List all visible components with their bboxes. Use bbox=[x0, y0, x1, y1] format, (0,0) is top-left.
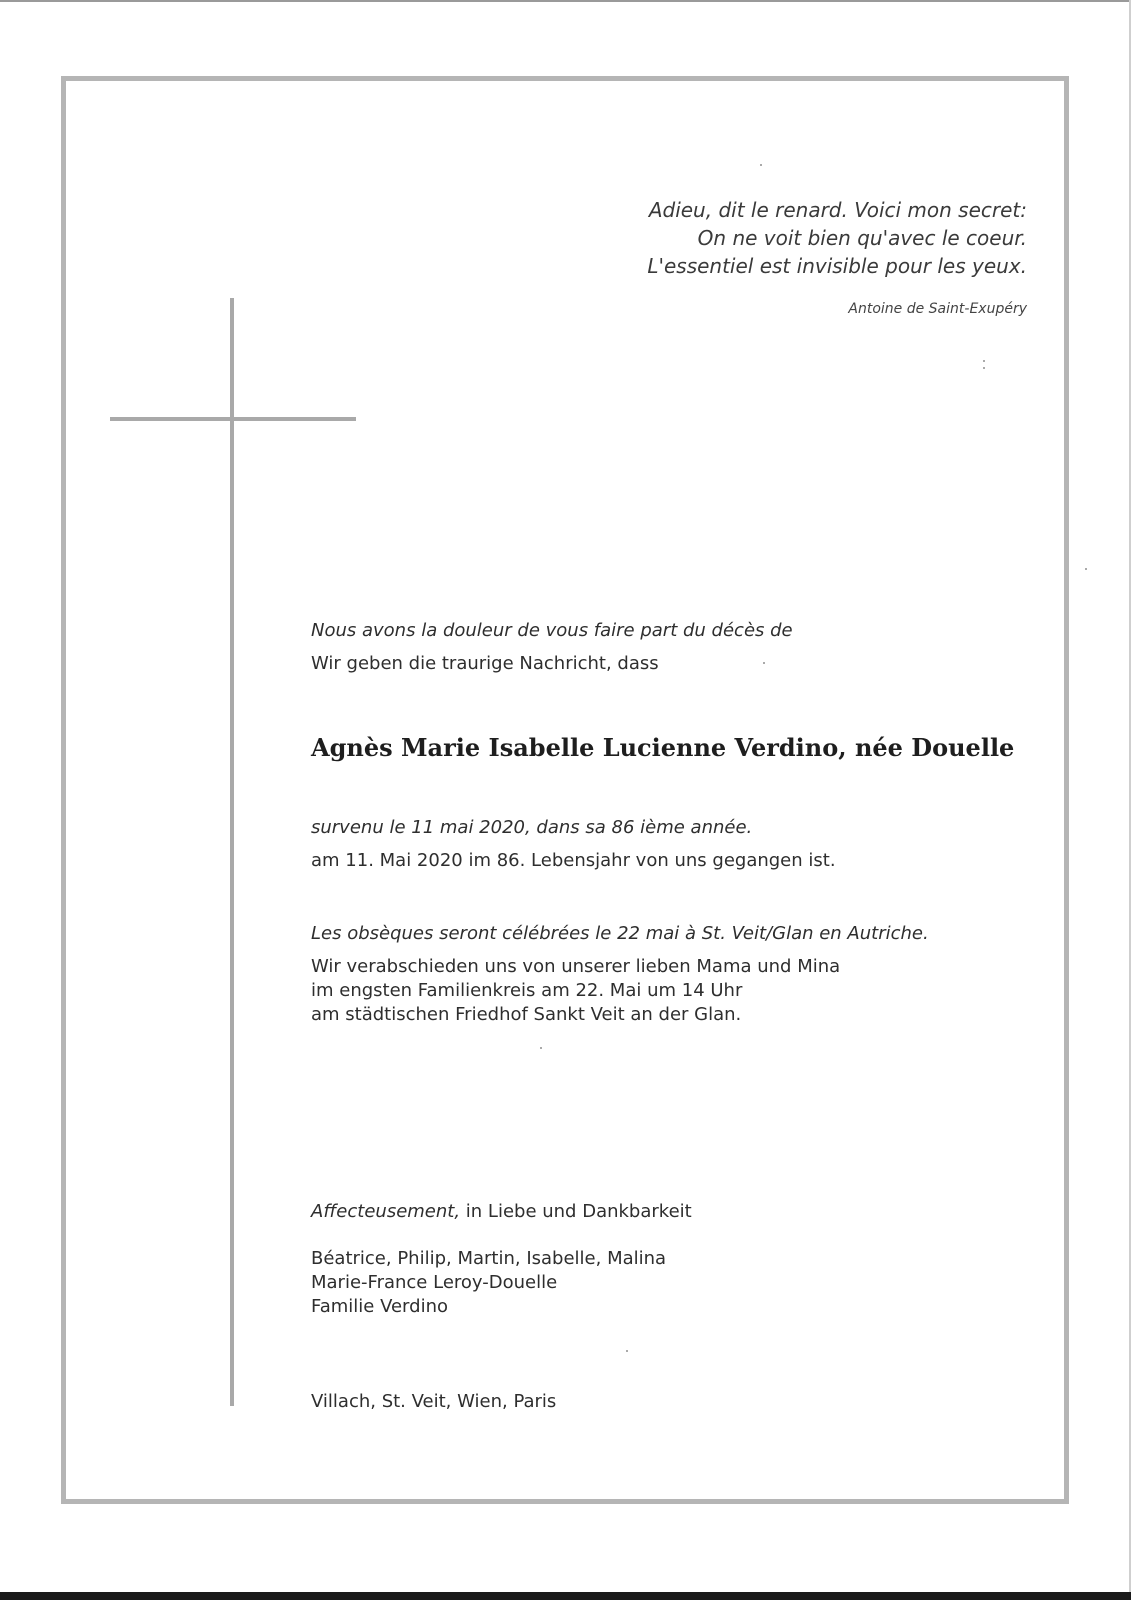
quote-line: Adieu, dit le renard. Voici mon secret: bbox=[648, 198, 1027, 222]
funeral-french: Les obsèques seront célébrées le 22 mai à St. Veit/Glan en Autriche. bbox=[311, 923, 929, 944]
family-member: Marie-France Leroy-Douelle bbox=[311, 1272, 558, 1293]
scan-bottom-edge bbox=[0, 1592, 1131, 1600]
intro-german: Wir geben die traurige Nachricht, dass bbox=[311, 653, 659, 674]
cross-icon-horizontal-bar bbox=[110, 417, 356, 421]
funeral-german-line: Wir verabschieden uns von unserer lieben Mama und Mina bbox=[311, 956, 841, 977]
closing-french: Affecteusement, bbox=[311, 1201, 461, 1222]
family-member: Béatrice, Philip, Martin, Isabelle, Malina bbox=[311, 1248, 667, 1269]
scan-speck bbox=[626, 1350, 628, 1352]
funeral-german-line: am städtischen Friedhof Sankt Veit an der Glan. bbox=[311, 1004, 742, 1025]
epigraph-quote bbox=[647, 196, 1027, 280]
closing-german: in Liebe und Dankbarkeit bbox=[460, 1201, 692, 1222]
deceased-name: Agnès Marie Isabelle Lucienne Verdino, née Douelle bbox=[311, 733, 1015, 762]
closing-line bbox=[311, 1200, 692, 1224]
scan-top-edge bbox=[0, 0, 1131, 2]
cross-icon-vertical-bar bbox=[230, 298, 234, 1406]
scan-speck bbox=[763, 662, 765, 664]
funeral-german-line: im engsten Familienkreis am 22. Mai um 14 Uhr bbox=[311, 980, 743, 1001]
family-member: Familie Verdino bbox=[311, 1296, 448, 1317]
death-french: survenu le 11 mai 2020, dans sa 86 ième année. bbox=[311, 817, 753, 838]
scan-speck bbox=[540, 1047, 542, 1049]
quote-author: Antoine de Saint-Exupéry bbox=[848, 301, 1027, 317]
quote-line: On ne voit bien qu'avec le coeur. bbox=[697, 226, 1027, 250]
scan-speck bbox=[1085, 568, 1087, 570]
quote-line: L'essentiel est invisible pour les yeux. bbox=[647, 254, 1027, 278]
scan-speck bbox=[983, 367, 985, 369]
scan-speck bbox=[983, 360, 985, 362]
page-border-frame bbox=[61, 76, 1069, 1504]
scan-speck bbox=[760, 164, 762, 166]
death-german: am 11. Mai 2020 im 86. Lebensjahr von uns gegangen ist. bbox=[311, 850, 836, 871]
intro-french: Nous avons la douleur de vous faire part du décès de bbox=[311, 620, 793, 641]
places-line: Villach, St. Veit, Wien, Paris bbox=[311, 1391, 557, 1412]
